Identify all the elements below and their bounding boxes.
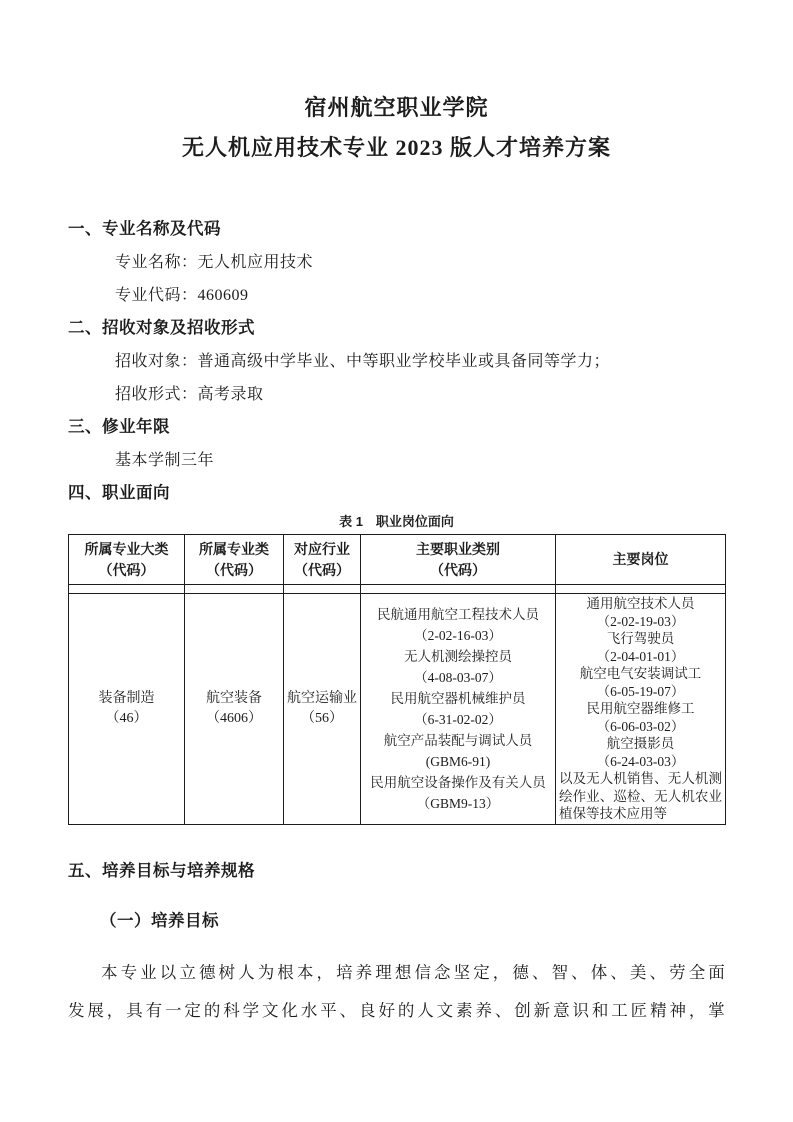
cell-major-category: [69, 594, 185, 825]
page-subtitle: 无人机应用技术专业 2023 版人才培养方案: [181, 135, 611, 160]
table-row: [69, 594, 726, 825]
table-line: （4606）: [206, 710, 262, 726]
admission-target-line: 招收对象：普通高级中学毕业、中等职业学校毕业或具备同等学力；: [115, 353, 611, 370]
table-line: 航空装备: [206, 690, 262, 706]
major-name-line: 专业名称：无人机应用技术: [115, 254, 314, 271]
table-line: 航空电气安装调试工: [579, 666, 702, 681]
header-main-posts: [556, 535, 726, 585]
cell-category: [185, 594, 284, 825]
header-line: （代码）: [430, 561, 486, 578]
table-line: 飞行驾驶员: [606, 631, 675, 646]
table-header-row: [69, 535, 726, 585]
section-5-heading: 五、培养目标与培养规格: [68, 861, 255, 880]
header-line: 所属专业类: [199, 540, 269, 557]
title-block: [0, 0, 793, 168]
cell-occupation-types: [361, 594, 556, 825]
section-4-heading: 四、职业面向: [68, 484, 170, 502]
table-line: （GBM9-13）: [416, 795, 500, 811]
table-line: 无人机测绘操控员: [404, 648, 512, 664]
table-line: 民用航空器机械维护员: [390, 690, 526, 706]
header-line: 主要岗位: [612, 551, 669, 567]
table-line: 以及无人机销售、无人机测绘作业、巡检、无人机农业植保等技术应用等: [559, 771, 722, 821]
header-industry: [284, 535, 361, 585]
table-separator-row: [69, 585, 726, 594]
document-content: [0, 213, 793, 1030]
section-1-heading: 一、专业名称及代码: [68, 220, 221, 238]
header-category: [185, 535, 284, 585]
section-3-heading: 三、修业年限: [68, 418, 170, 436]
header-occupation-type: [361, 535, 556, 585]
header-line: （代码）: [206, 561, 262, 578]
table-line: （6-06-03-02）: [596, 718, 685, 734]
job-orientation-table: [68, 534, 726, 825]
table-line: （46）: [105, 710, 148, 726]
header-line: 主要职业类别: [416, 540, 500, 557]
table-line: 民航通用航空工程技术人员: [377, 606, 539, 622]
header-line: 对应行业: [294, 540, 350, 557]
table-line: 装备制造: [98, 690, 155, 706]
schooling-duration-line: 基本学制三年: [115, 452, 215, 469]
major-code-line: 专业代码：460609: [115, 287, 249, 304]
table-line: （4-08-03-07）: [414, 669, 502, 685]
table-caption: 表 1 职业岗位面向: [339, 514, 454, 529]
training-objective-subheading: （一）培养目标: [100, 911, 219, 930]
table-line: （6-31-02-02）: [414, 711, 502, 727]
table-line: 民用航空设备操作及有关人员: [370, 774, 546, 790]
table-line: （2-02-19-03）: [596, 613, 685, 629]
table-line: (GBM6-91): [425, 753, 491, 769]
header-major-category: [69, 535, 185, 585]
cell-main-posts: [556, 594, 726, 825]
table-line: （6-24-03-03）: [596, 753, 685, 769]
table-line: （2-04-01-01）: [596, 648, 685, 664]
table-line: 航空摄影员: [606, 736, 675, 751]
cell-industry: [284, 594, 361, 825]
page-title: 宿州航空职业学院: [304, 95, 489, 120]
header-line: （代码）: [294, 561, 350, 578]
table-line: 航空运输业（56）: [287, 690, 357, 726]
paragraph-line: 发展，具有一定的科学文化水平、良好的人文素养、创新意识和工匠精神，掌: [68, 1000, 725, 1020]
header-line: 所属专业大类: [84, 540, 169, 557]
section-2-heading: 二、招收对象及招收形式: [68, 319, 255, 337]
table-line: 民用航空器维修工: [586, 701, 695, 716]
admission-form-line: 招收形式：高考录取: [115, 386, 264, 403]
table-line: 通用航空技术人员: [586, 596, 695, 611]
training-objective-paragraph: [68, 954, 725, 1030]
table-line: （2-02-16-03）: [414, 627, 502, 643]
table-line: （6-05-19-07）: [596, 683, 685, 699]
paragraph-line: 本专业以立德树人为根本，培养理想信念坚定，德、智、体、美、劳全面: [101, 962, 725, 982]
header-line: （代码）: [98, 561, 155, 578]
table-line: 航空产品装配与调试人员: [383, 732, 533, 748]
